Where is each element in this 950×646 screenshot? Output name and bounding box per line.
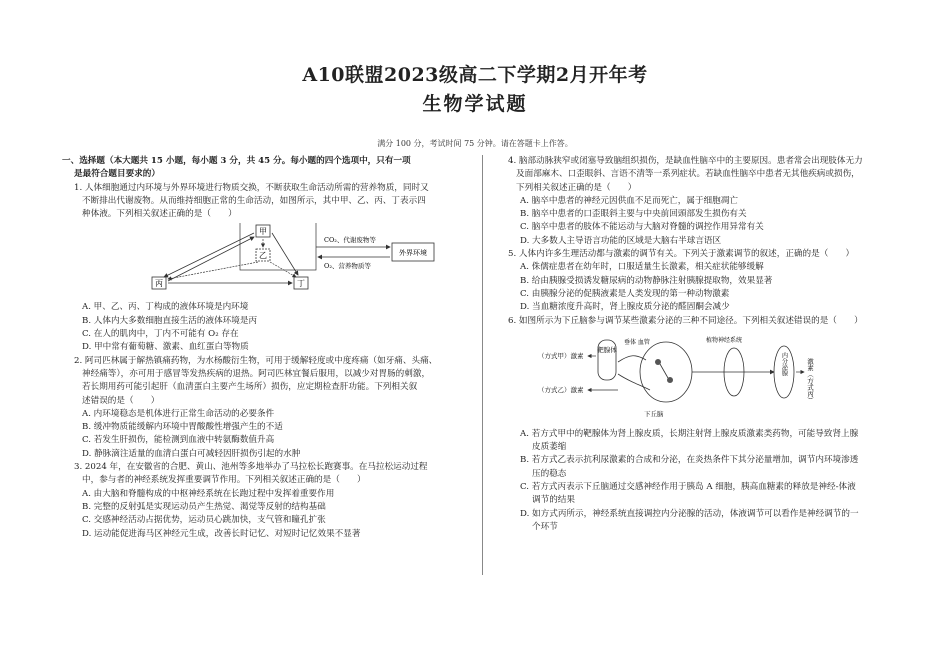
question-6 <box>508 315 908 535</box>
column-divider <box>482 155 483 575</box>
section-heading-line-1: 一、选择题（本大题共 15 小题，每小题 3 分，共 45 分。每小题的四个选项中，只有一项 <box>62 156 411 166</box>
q3-option-c: C. 交感神经活动占据优势，运动员心跳加快，支气管和瞳孔扩张 <box>82 515 326 526</box>
q6-option-c-line-2: 调节的结果 <box>532 495 575 506</box>
q1-option-b: B. 人体内大多数细胞直接生活的液体环境是丙 <box>82 315 258 326</box>
q1-stem-line: 种体液。下列相关叙述正确的是（ ） <box>82 209 237 220</box>
q4-stem-line: 4. 脑部动脉狭窄或闭塞导致脑组织损伤，是缺血性脑卒中的主要原因。患者常会出现肢体无力 <box>508 156 863 166</box>
axon-label: 垂体 血管 <box>624 338 650 346</box>
q5-option-b: B. 给由胰腺受损诱发糖尿病的动物静脉注射胰腺提取物，效果显著 <box>520 275 773 286</box>
q4-stem-line: 及面部麻木、口歪眼斜、言语不清等一系列症状。若缺血性脑卒中患者无其他疾病或损伤， <box>516 169 860 180</box>
q3-stem-line: 中，参与者的神经系统发挥重要调节作用。下列相关叙述正确的是（ ） <box>82 475 366 486</box>
arrow-top-label: CO₂、代谢废物等 <box>324 236 376 245</box>
q4-option-b: B. 脑卒中患者的口歪眼斜主要与中央前回頭部发生损伤有关 <box>520 209 747 220</box>
q3-option-a: A. 由大脑和脊髓构成的中枢神经系统在长跑过程中发挥着重要作用 <box>82 488 335 499</box>
q6-option-b-line-2: 压的稳态 <box>532 468 567 479</box>
exam-note: 满分 100 分，考试时间 75 分钟。请在答题卡上作答。 <box>377 139 573 148</box>
label-env: 外界环境 <box>399 249 427 258</box>
hypothalamus-shape <box>640 342 692 402</box>
q2-stem-line: 2. 阿司匹林属于解热镇痛药物，为水杨酸衍生物，可用于缓解轻度或中度疼痛（如牙痛、头痛、 <box>74 355 438 366</box>
left-column <box>62 155 472 541</box>
question-3 <box>62 461 472 541</box>
way-a-label: （方式甲）激素 <box>538 351 584 360</box>
q3-option-b: B. 完整的反射弧是实现运动员产生热觉、渴觉等反射的结构基础 <box>82 501 326 512</box>
q6-option-a-line-2: 皮质萎缩 <box>532 442 567 453</box>
q4-option-d: D. 大多数人主导语言功能的区域是大脑右半球言语区 <box>520 235 722 246</box>
question-1 <box>62 182 472 355</box>
q1-fluid-diagram <box>146 223 446 295</box>
q6-option-b-line-1: B. 若方式乙表示抗利尿激素的合成和分泌，在炎热条件下其分泌量增加，调节内环境渗透 <box>520 455 859 466</box>
arrow-bottom-label: O₂、营养物质等 <box>324 262 371 271</box>
q3-stem-line: 3. 2024 年，在安徽省的合肥、黄山、池州等多地举办了马拉松长跑赛事。在马拉松运动过程 <box>74 462 428 473</box>
label-yi: 乙 <box>259 251 267 261</box>
q1-option-c: C. 在人的肌肉中，丁内不可能有 O₂ 存在 <box>82 329 239 340</box>
q4-stem-line: 下列相关叙述正确的是（ ） <box>516 182 637 193</box>
target-gland-label: 靶腺体 <box>597 345 617 354</box>
q1-stem-line: 1. 人体细胞通过内环境与外界环境进行物质交换，不断获取生命活动所需的营养物质，同时又 <box>74 182 429 193</box>
q5-stem-line: 5. 人体内许多生理活动都与激素的调节有关。下列关于激素调节的叙述，正确的是（ ） <box>508 249 855 260</box>
label-jia: 甲 <box>259 227 267 237</box>
q1-option-a: A. 甲、乙、丙、丁构成的液体环境是内环境 <box>82 302 249 313</box>
question-2 <box>62 355 472 461</box>
q2-stem-line: 神经痛等），亦可用于感冒等发热疾病的退热。阿司匹林宜餐后服用，以减少对胃肠的刺激， <box>82 368 431 379</box>
exam-subtitle: 生物学试题 <box>422 93 528 115</box>
q5-option-c: C. 由胰腺分泌的促胰液素是人类发现的第一种动物激素 <box>520 288 730 299</box>
q5-option-a: A. 侏儒症患者在幼年时，口服适量生长激素，相关症状能够缓解 <box>520 262 764 273</box>
q2-option-c: C. 若发生肝损伤，能检测到血液中转氨酶数值升高 <box>82 435 275 446</box>
hypothalamus-label: 下丘脑 <box>644 409 664 418</box>
way-c-label: 激素（方式丙） <box>806 357 814 404</box>
way-b-label: （方式乙）激素 <box>538 385 584 394</box>
exam-title: A10联盟2023级高二下学期2月开年考 <box>302 64 648 86</box>
q6-option-d-line-2: 个环节 <box>532 521 558 532</box>
q2-option-a: A. 内环境稳态是机体进行正常生命活动的必要条件 <box>82 408 275 419</box>
q1-stem-line: 不断排出代谢废物。从而维持细胞正常的生命活动，如图所示，其中甲、乙、丙、丁表示四 <box>82 195 426 206</box>
gland-label: 内分泌腺 <box>780 351 788 376</box>
q2-stem-line: 述错误的是（ ） <box>82 395 160 406</box>
q6-option-d-line-1: D. 如方式丙所示，神经系统直接调控内分泌腺的活动，体液调节可以看作是神经调节的一 <box>520 508 859 519</box>
right-column <box>508 155 908 534</box>
q4-option-a: A. 脑卒中患者的神经元因供血不足而死亡，属于细胞凋亡 <box>520 195 738 206</box>
q3-option-d: D. 运动能促进海马区神经元生成，改善长时记忆、对短时记忆效果不显著 <box>82 528 361 539</box>
q2-option-d: D. 静脉滴注适量的血清白蛋白可减轻因肝损伤引起的水肿 <box>82 448 301 459</box>
label-bing: 丙 <box>155 279 163 289</box>
nerve-label: 植物神经系统 <box>706 336 743 344</box>
label-ding: 丁 <box>297 279 305 289</box>
q6-stem-line: 6. 如图所示为下丘脑参与调节某些激素分泌的三种不同途径。下列相关叙述错误的是（ ） <box>508 315 863 326</box>
q6-hypothalamus-diagram <box>538 334 828 422</box>
q2-stem-line: 若长期用药可能引起肝（血清蛋白主要产生场所）损伤，应定期检查肝功能。下列相关叙 <box>82 382 418 393</box>
q6-option-c-line-1: C. 若方式丙表示下丘脑通过交感神经作用于胰岛 A 细胞，胰高血糖素的释放是神经-体液 <box>520 482 856 493</box>
q4-option-c: C. 脑卒中患者的肢体不能运动与大脑对脊髓的调控作用异常有关 <box>520 222 764 233</box>
q5-option-d: D. 当血糖浓度升高时，肾上腺皮质分泌的醛固酮会减少 <box>520 302 730 313</box>
q6-option-a-line-1: A. 若方式甲中的靶腺体为肾上腺皮质，长期注射肾上腺皮质激素类药物，可能导致肾上腺 <box>520 428 859 439</box>
q2-option-b: B. 缓冲物质能缓解内环境中胃酸酸性增强产生的不适 <box>82 422 283 433</box>
q1-option-d: D. 甲中常有葡萄糖、激素、血红蛋白等物质 <box>82 342 249 353</box>
section-heading-line-2: 是最符合题目要求的） <box>74 169 160 180</box>
question-4 <box>508 155 908 248</box>
question-5 <box>508 248 908 314</box>
